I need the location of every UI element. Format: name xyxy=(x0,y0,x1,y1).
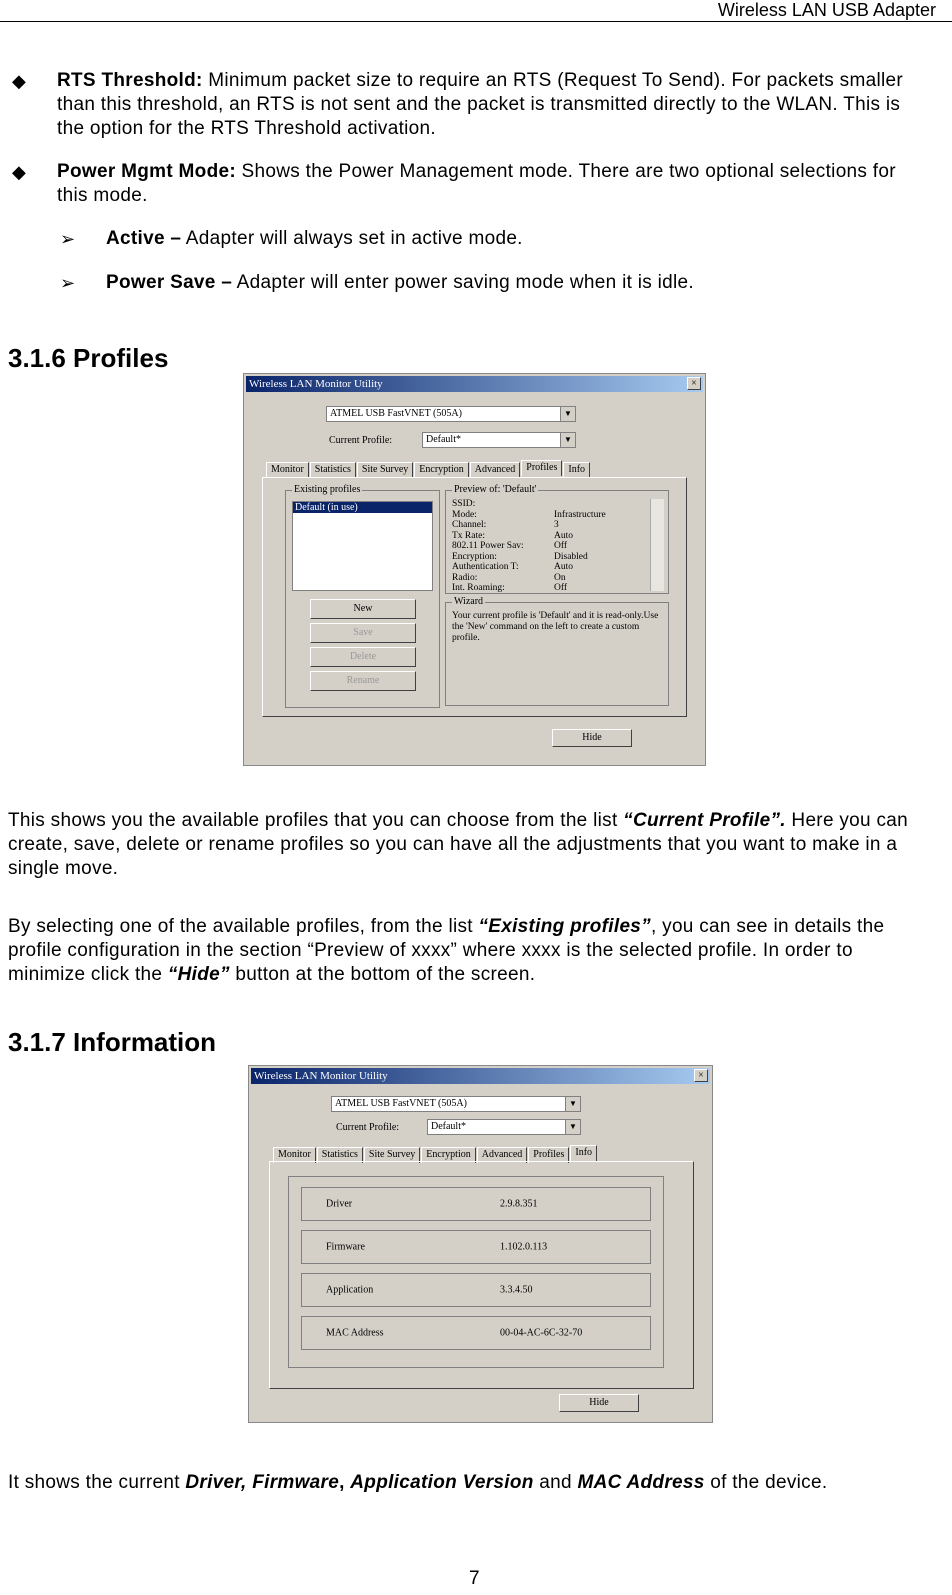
close-icon[interactable]: × xyxy=(694,1069,708,1082)
term-current-profile: “Current Profile”. xyxy=(623,810,786,831)
header-rule xyxy=(0,21,952,22)
preview-key: Tx Rate: xyxy=(452,530,485,541)
bullet-power-mgmt xyxy=(57,160,927,208)
arrow-bullet-icon: ➢ xyxy=(60,229,76,249)
preview-key: Encryption: xyxy=(452,551,497,562)
subbullet-power-save xyxy=(106,271,906,295)
info-p-and: and xyxy=(533,1472,578,1493)
info-p-comma: , xyxy=(339,1472,351,1493)
bullet-power-text: Shows the Power Management mode. There are two optional selections for this mode. xyxy=(57,161,896,206)
tab-statistics[interactable]: Statistics xyxy=(310,462,356,478)
info-value-application: 3.3.4.50 xyxy=(500,1284,533,1296)
dialog-titlebar xyxy=(246,376,703,392)
adapter-value: ATMEL USB FastVNET (505A) xyxy=(335,1098,467,1109)
preview-key: Mode: xyxy=(452,509,477,520)
bullet-rts-threshold xyxy=(57,69,927,141)
tab-profiles[interactable]: Profiles xyxy=(521,460,562,476)
hide-button[interactable]: Hide xyxy=(559,1394,639,1412)
info-row-driver xyxy=(301,1187,651,1221)
current-profile-label: Current Profile: xyxy=(336,1122,400,1133)
preview-value: On xyxy=(554,572,566,583)
term-existing-profiles: “Existing profiles” xyxy=(478,916,651,937)
tab-monitor[interactable]: Monitor xyxy=(266,462,309,478)
existing-profiles-list[interactable] xyxy=(292,501,433,591)
rename-button[interactable]: Rename xyxy=(310,671,416,691)
subbullet-active xyxy=(106,227,906,251)
info-row-firmware xyxy=(301,1230,651,1264)
preview-group xyxy=(445,484,669,594)
preview-key: Int. Roaming: xyxy=(452,583,505,593)
chevron-down-icon[interactable]: ▼ xyxy=(565,1120,580,1134)
tab-info[interactable]: Info xyxy=(563,462,590,478)
info-label-firmware: Firmware xyxy=(326,1241,365,1253)
dialog-titlebar xyxy=(251,1068,710,1084)
adapter-select[interactable] xyxy=(331,1096,581,1112)
wizard-group xyxy=(445,596,669,706)
preview-key: SSID: xyxy=(452,499,476,509)
save-button[interactable]: Save xyxy=(310,623,416,643)
tab-monitor[interactable]: Monitor xyxy=(273,1147,316,1163)
subbullet-power-save-text: Adapter will enter power saving mode when it is idle. xyxy=(232,272,694,293)
profiles-p1-b: Here you can create, save, delete or rename profiles so you can have all the adjustments that you want to make in a single move. xyxy=(8,810,909,879)
info-label-driver: Driver xyxy=(326,1198,353,1210)
term-power-save: Power Save – xyxy=(106,272,233,293)
term-mac-address: MAC Address xyxy=(577,1472,705,1493)
current-profile-label: Current Profile: xyxy=(329,435,393,446)
existing-profiles-group xyxy=(285,484,440,708)
delete-button[interactable]: Delete xyxy=(310,647,416,667)
current-profile-select[interactable] xyxy=(422,432,576,448)
info-p-end: of the device. xyxy=(704,1472,828,1493)
term-application-version: Application Version xyxy=(350,1472,534,1493)
tab-encryption[interactable]: Encryption xyxy=(421,1147,475,1163)
preview-value: Auto xyxy=(554,562,573,572)
current-profile-select[interactable] xyxy=(427,1119,581,1135)
preview-key: Channel: xyxy=(452,520,487,530)
dialog-title: Wireless LAN Monitor Utility xyxy=(249,378,383,390)
profiles-paragraph-2 xyxy=(8,915,933,987)
preview-scrollbar[interactable] xyxy=(650,499,664,591)
info-row-mac xyxy=(301,1316,651,1350)
tab-advanced[interactable]: Advanced xyxy=(470,462,521,478)
preview-value: Off xyxy=(554,583,568,593)
tab-encryption[interactable]: Encryption xyxy=(414,462,468,478)
tab-advanced[interactable]: Advanced xyxy=(477,1147,528,1163)
preview-value: Infrastructure xyxy=(554,509,606,520)
info-row-application xyxy=(301,1273,651,1307)
tab-site-survey[interactable]: Site Survey xyxy=(357,462,413,478)
term-rts-threshold: RTS Threshold: xyxy=(57,70,203,91)
term-active: Active – xyxy=(106,228,182,249)
preview-value: 3 xyxy=(554,520,559,530)
new-button[interactable]: New xyxy=(310,599,416,619)
info-value-firmware: 1.102.0.113 xyxy=(500,1241,548,1253)
preview-key: Authentication T: xyxy=(452,562,519,572)
preview-value: Disabled xyxy=(554,551,588,562)
preview-key: 802.11 Power Sav: xyxy=(452,541,524,551)
chevron-down-icon[interactable]: ▼ xyxy=(565,1097,580,1111)
info-dialog xyxy=(248,1065,713,1423)
preview-value: Off xyxy=(554,541,568,551)
bullet-diamond-icon: ◆ xyxy=(12,71,26,91)
profiles-dialog xyxy=(243,373,706,766)
section-heading-information: 3.1.7 Information xyxy=(8,1027,217,1057)
term-hide: “Hide” xyxy=(167,964,230,985)
dialog-title: Wireless LAN Monitor Utility xyxy=(254,1070,388,1082)
bullet-diamond-icon: ◆ xyxy=(12,162,26,182)
version-group xyxy=(288,1176,664,1368)
tab-bar xyxy=(266,462,591,478)
existing-profiles-label: Existing profiles xyxy=(294,484,361,495)
profiles-p2-a: By selecting one of the available profiles, from the list xyxy=(8,916,479,937)
bullet-rts-text: Minimum packet size to require an RTS (Request To Send). For packets smaller than this threshold, an RTS is not sent and the packet is transmitted directly to the WLAN. This is the option for the RTS Threshold activation. xyxy=(57,70,903,139)
adapter-value: ATMEL USB FastVNET (505A) xyxy=(330,408,462,419)
preview-key: Radio: xyxy=(452,572,478,583)
tab-site-survey[interactable]: Site Survey xyxy=(364,1147,420,1163)
adapter-select[interactable] xyxy=(326,406,576,422)
term-driver-firmware: Driver, Firmware xyxy=(185,1472,340,1493)
info-paragraph xyxy=(8,1471,933,1495)
section-heading-profiles: 3.1.6 Profiles xyxy=(8,343,169,373)
preview-label: Preview of: 'Default' xyxy=(454,484,537,495)
profiles-p2-b: , you can see in details the profile configuration in the section “Preview of xxxx” where xxxx is the selected profile. In order to minimize click the xyxy=(8,916,885,985)
tab-info[interactable]: Info xyxy=(570,1145,597,1161)
info-value-driver: 2.9.8.351 xyxy=(500,1198,538,1210)
close-icon[interactable]: × xyxy=(687,377,701,390)
profiles-p2-c: button at the bottom of the screen. xyxy=(229,964,536,985)
term-power-mgmt: Power Mgmt Mode: xyxy=(57,161,236,182)
tab-panel xyxy=(262,477,687,717)
page-number: 7 xyxy=(469,1568,480,1589)
current-profile-value: Default* xyxy=(431,1121,466,1132)
info-p-a: It shows the current xyxy=(8,1472,186,1493)
chevron-down-icon[interactable]: ▼ xyxy=(560,407,575,421)
tab-panel xyxy=(269,1161,694,1389)
subbullet-active-text: Adapter will always set in active mode. xyxy=(181,228,523,249)
profiles-p1-a: This shows you the available profiles that you can choose from the list xyxy=(8,810,624,831)
preview-value: Auto xyxy=(554,530,573,541)
info-value-mac: 00-04-AC-6C-32-70 xyxy=(500,1327,583,1339)
info-label-application: Application xyxy=(326,1284,374,1296)
chevron-down-icon[interactable]: ▼ xyxy=(560,433,575,447)
tab-profiles[interactable]: Profiles xyxy=(528,1147,569,1163)
wizard-text: Your current profile is 'Default' and it is read-only.Use the 'New' command on the left to create a custom profile. xyxy=(452,611,659,643)
profiles-paragraph-1 xyxy=(8,809,928,881)
hide-button[interactable]: Hide xyxy=(552,729,632,747)
arrow-bullet-icon: ➢ xyxy=(60,273,76,293)
list-item[interactable]: Default (in use) xyxy=(293,502,432,513)
tab-statistics[interactable]: Statistics xyxy=(317,1147,363,1163)
current-profile-value: Default* xyxy=(426,434,461,445)
wizard-label: Wizard xyxy=(454,596,484,607)
running-header: Wireless LAN USB Adapter xyxy=(717,0,936,20)
info-label-mac: MAC Address xyxy=(326,1327,384,1339)
